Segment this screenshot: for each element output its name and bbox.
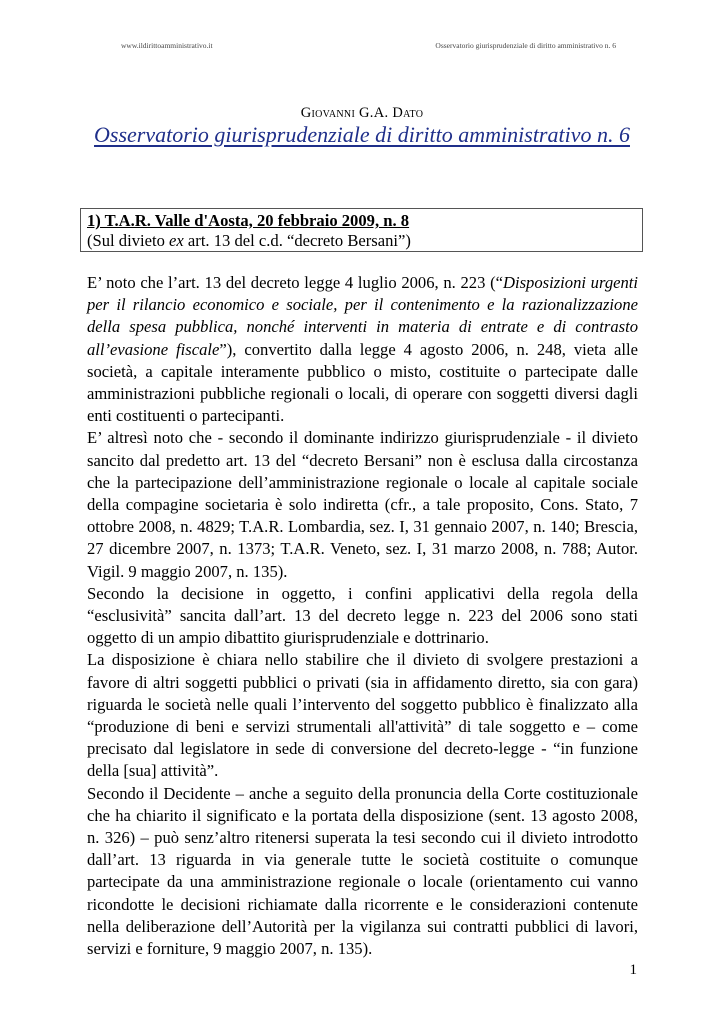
- document-title: Osservatorio giurisprudenziale di diritto amministrativo n. 6: [94, 122, 630, 147]
- body-text: [87, 272, 638, 960]
- header-running-title: Osservatorio giurisprudenziale di diritto amministrativo n. 6: [435, 41, 616, 50]
- paragraph-5: Secondo il Decidente – anche a seguito della pronuncia della Corte costituzionale che ha chiarito il significato e la portata della disposizione (sent. 13 agosto 2008, n. 326) – può senz’altro ritenersi superata la tesi secondo cui il divieto introdotto dall’art. 13 riguarda in via generale tutte le società costituite o comunque partecipate da una amministrazione regionale o locale (orientamento cui vanno ricondotte le decisioni richiamate dalla ricorrente e le considerazioni contenute nella deliberazione dell’Autorità per la vigilanza sui contratti pubblici di lavori, servizi e forniture, 9 maggio 2007, n. 135).: [87, 783, 638, 959]
- author-name: Giovanni G.A. Dato: [300, 105, 424, 121]
- paragraph-4: La disposizione è chiara nello stabilire che il divieto di svolgere prestazioni a favore di altri soggetti pubblici o privati (sia in affidamento diretto, sia con gara) riguarda le società nelle quali l’intervento del soggetto pubblico è finalizzato alla “produzione di beni e servizi strumentali all'attività” di tale soggetto e – come precisato dal legislatore in sede di conversione del decreto-legge - “in funzione della [sua] attività”.: [87, 650, 638, 781]
- case-box: [80, 208, 643, 252]
- paragraph-1-italic: Disposizioni urgenti per il rilancio economico e sociale, per il contenimento e la razionalizzazione della spesa pubblica, nonché interventi in materia di entrate e di contrasto all’evasione fiscale: [87, 273, 638, 359]
- header-website: www.ildirittoamministrativo.it: [121, 41, 213, 50]
- case-heading: 1) T.A.R. Valle d'Aosta, 20 febbraio 2009, n. 8: [87, 211, 410, 230]
- case-subtitle: [87, 231, 636, 251]
- page-number: 1: [629, 962, 637, 978]
- paragraph-1-after: ”), convertito dalla legge 4 agosto 2006, n. 248, vieta alle società, a capitale interamente pubblico o misto, costituite o partecipate dalle amministrazioni pubbliche regionali o locali, di operare con soggetti diversi dagli enti costituenti o partecipanti.: [87, 339, 639, 426]
- case-subtitle-italic: ex: [169, 231, 184, 250]
- paragraph-2: E’ altresì noto che - secondo il dominante indirizzo giurisprudenziale - il divieto sancito dal predetto art. 13 del “decreto Bersani” non è esclusa dalla circostanza che la partecipazione dell’amministrazione regionale o locale al capitale sociale della compagine societaria è solo indiretta (cfr., a tale proposito, Cons. Stato, 7 ottobre 2008, n. 4829; T.A.R. Lombardia, sez. I, 31 gennaio 2007, n. 140; Brescia, 27 dicembre 2007, n. 1373; T.A.R. Veneto, sez. I, 31 marzo 2008, n. 788; Autor. Vigil. 9 maggio 2007, n. 135).: [87, 428, 638, 581]
- case-subtitle-after: art. 13 del c.d. “decreto Bersani”): [183, 231, 411, 250]
- paragraph-1: [87, 272, 638, 427]
- paragraph-3: Secondo la decisione in oggetto, i confini applicativi della regola della “esclusività” sancita dall’art. 13 del decreto legge n. 223 del 2006 sono stati oggetto di un ampio dibattito giurisprudenziale e dottrinario.: [87, 583, 638, 648]
- paragraph-1-before: E’ noto che l’art. 13 del decreto legge 4 luglio 2006, n. 223 (“: [87, 273, 503, 292]
- running-header: [121, 41, 616, 50]
- case-subtitle-before: (Sul divieto: [87, 231, 170, 250]
